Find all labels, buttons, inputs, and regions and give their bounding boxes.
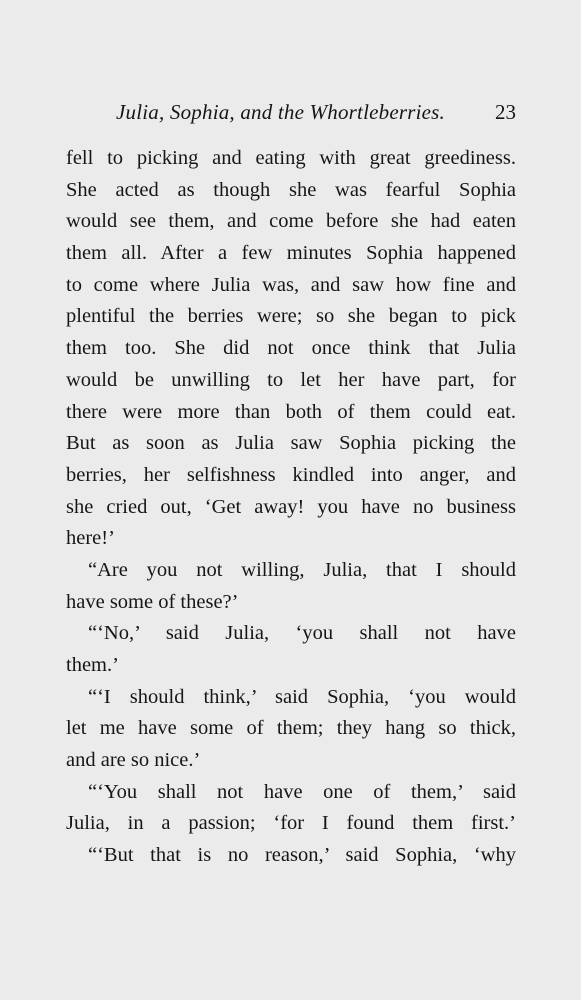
text-line: berries, her selfishness kindled into anger, and: [66, 463, 516, 486]
running-head: [66, 100, 516, 130]
running-title: Julia, Sophia, and the Whortleberries.: [116, 100, 445, 124]
text-line: plentiful the berries were; so she began to pick: [66, 305, 516, 328]
text-line: “‘No,’ said Julia, ‘you shall not have: [88, 622, 516, 645]
text-line: She acted as though she was fearful Sophia: [66, 178, 516, 201]
text-line: them too. She did not once think that Julia: [66, 337, 516, 360]
text-line: would see them, and come before she had eaten: [66, 210, 516, 233]
text-line: she cried out, ‘Get away! you have no business: [66, 495, 516, 518]
text-line: Julia, in a passion; ‘for I found them first.’: [66, 812, 516, 835]
text-line: and are so nice.’: [66, 749, 201, 772]
text-line: them.’: [66, 654, 119, 676]
text-line: “‘But that is no reason,’ said Sophia, ‘why: [88, 844, 516, 867]
text-line: to come where Julia was, and saw how fine and: [66, 273, 516, 296]
text-line: have some of these?’: [66, 590, 239, 613]
text-line: would be unwilling to let her have part, for: [66, 368, 516, 391]
text-line: here!’: [66, 527, 115, 550]
text-line: But as soon as Julia saw Sophia picking the: [66, 432, 516, 455]
text-line: fell to picking and eating with great greediness.: [66, 147, 516, 169]
text-line: “‘You shall not have one of them,’ said: [88, 780, 516, 803]
text-line: them all. After a few minutes Sophia happened: [66, 242, 516, 265]
text-line: there were more than both of them could eat.: [66, 400, 516, 423]
text-line: “‘I should think,’ said Sophia, ‘you would: [88, 685, 516, 708]
text-line: let me have some of them; they hang so thick,: [66, 717, 516, 740]
page-number: 23: [495, 100, 516, 124]
body-text: [66, 143, 516, 872]
text-line: “Are you not willing, Julia, that I should: [88, 558, 516, 581]
